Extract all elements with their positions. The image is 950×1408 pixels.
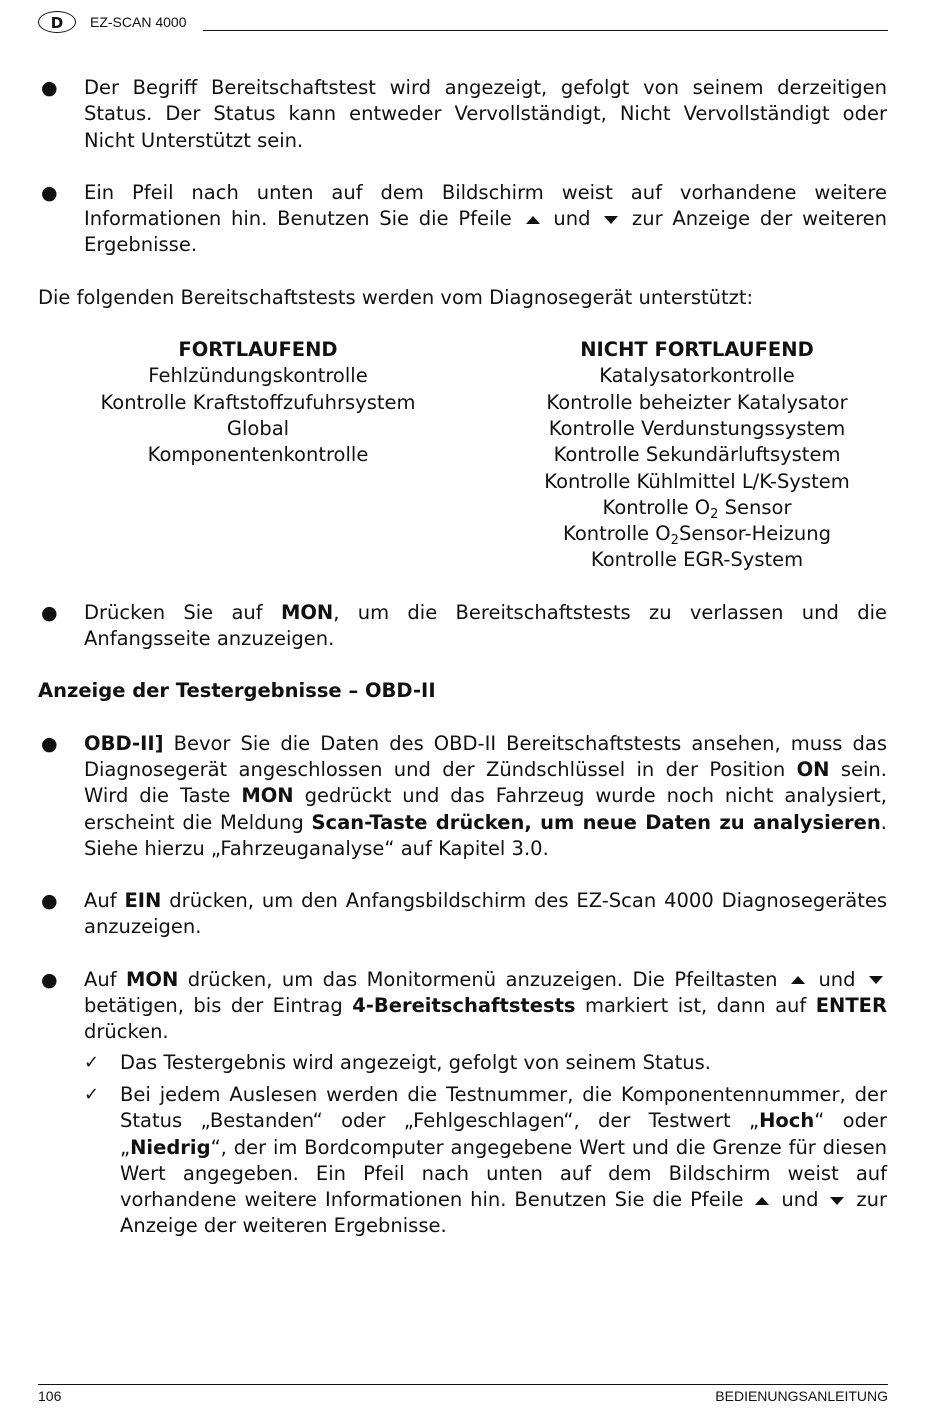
list-item: Kontrolle beheizter Katalysator <box>546 390 848 414</box>
page-header <box>38 10 888 36</box>
arrow-down-icon <box>604 216 618 224</box>
bullet-ein: ● Auf EIN drücken, um den Anfangsbildschirm des EZ-Scan 4000 Diagnosegerätes anzuzeigen. <box>41 889 888 939</box>
arrow-down-icon <box>830 1197 844 1205</box>
language-badge: D <box>38 11 76 33</box>
section-heading: Anzeige der Testergebnisse – OBD-II <box>38 679 436 703</box>
check-list <box>38 1050 887 1240</box>
bullet-arrow-info: ● Ein Pfeil nach unten auf dem Bildschirm weist auf vorhandene weitere Informationen hin. Benutzen Sie die Pfeile und zur Anzeige der weiteren Ergebnisse. <box>41 180 888 257</box>
bullet-icon: ● <box>41 968 58 991</box>
list-item: Kontrolle Kühlmittel L/K-System <box>544 469 850 493</box>
continuous-column <box>38 337 478 574</box>
footer-label: BEDIENUNGSANLEITUNG <box>715 1388 888 1404</box>
page-number: 106 <box>38 1388 62 1404</box>
list-item: Komponentenkontrolle <box>147 443 369 467</box>
list-item: Global <box>226 416 290 440</box>
non-continuous-heading: NICHT FORTLAUFEND <box>580 338 814 362</box>
checkmark-icon: ✓ <box>84 1083 100 1105</box>
bullet-obd: ● OBD-II] Bevor Sie die Daten des OBD-II Bereitschaftstests ansehen, muss das Diagnosegerät angeschlossen und der Zündschlüssel in der Position ON sein. Wird die Taste MON gedrückt und das Fahrzeug wurde noch nicht analysiert, erscheint die Meldung Scan-Taste drücken, um neue Daten zu analysieren. Siehe hierzu „Fahrzeuganalyse“ auf Kapitel 3.0. <box>41 731 887 860</box>
bullet-icon: ● <box>41 732 58 755</box>
bullet-text: Der Begriff Bereitschaftstest wird angezeigt, gefolgt von seinem derzeitigen Status. Der Status kann entweder Vervollständigt, Nicht Vervollständigt oder Nicht Unterstützt sein. <box>84 76 887 152</box>
bullet-icon: ● <box>41 890 58 913</box>
intro-text: Die folgenden Bereitschaftstests werden vom Diagnosegerät unterstützt: <box>38 285 754 309</box>
bullet-icon: ● <box>41 601 58 624</box>
list-item: Kontrolle Verdunstungssystem <box>548 416 846 440</box>
non-continuous-column <box>507 337 887 574</box>
list-item: Kontrolle EGR-System <box>590 548 804 572</box>
continuous-heading: FORTLAUFEND <box>178 338 338 362</box>
list-item: Kontrolle Sekundärluftsystem <box>553 443 841 467</box>
bullet-monitor-menu: ● Auf MON drücken, um das Monitormenü anzuzeigen. Die Pfeiltasten und betätigen, bis der Eintrag 4-Bereitschaftstests markiert ist, dann auf ENTER drücken. <box>41 967 888 1044</box>
bullet-status <box>38 75 887 154</box>
list-item: Katalysatorkontrolle <box>599 364 795 388</box>
header-title: EZ-SCAN 4000 <box>90 14 187 30</box>
checkmark-icon: ✓ <box>84 1051 100 1073</box>
arrow-down-icon <box>869 976 883 984</box>
arrow-up-icon <box>791 976 805 984</box>
list-item-o2-sensor: Kontrolle $O_2$ Sensor <box>602 495 792 522</box>
page-content <box>38 75 887 1246</box>
bullet-icon: ● <box>41 77 58 99</box>
bullet-text: Ein Pfeil nach unten auf dem Bildschirm weist auf vorhandene weitere Informationen hin. Benutzen Sie die Pfeile <box>84 180 887 231</box>
readiness-columns <box>38 337 887 574</box>
page-footer <box>38 1384 888 1404</box>
check-item: ✓ Bei jedem Auslesen werden die Testnummer, die Komponentennummer, der Status „Bestanden“ oder „Fehlgeschlagen“, der Testwert „Hoch“ oder „Niedrig“, der im Bordcomputer angegebene Wert und die Grenze für diesen Wert angegeben. Ein Pfeil nach unten auf dem Bildschirm weist auf vorhandene weitere Informationen hin. Benutzen Sie die Pfeile und zur Anzeige der weiteren Ergebnisse. <box>84 1082 888 1238</box>
list-item: Kontrolle Kraftstoffzufuhrsystem <box>100 390 416 414</box>
header-rule <box>203 30 888 31</box>
arrow-up-icon <box>755 1197 769 1205</box>
bullet-icon: ● <box>41 181 58 204</box>
bullet-mon-exit: ● Drücken Sie auf MON, um die Bereitschaftstests zu verlassen und die Anfangsseite anzuzeigen. <box>41 600 887 651</box>
list-item: Fehlzündungskontrolle <box>148 364 368 388</box>
check-item: ✓ Das Testergebnis wird angezeigt, gefolgt von seinem Status. <box>84 1050 887 1076</box>
list-item-o2-heater: Kontrolle $O_2Sensor$-Heizung <box>563 522 831 549</box>
arrow-up-icon <box>526 216 540 224</box>
